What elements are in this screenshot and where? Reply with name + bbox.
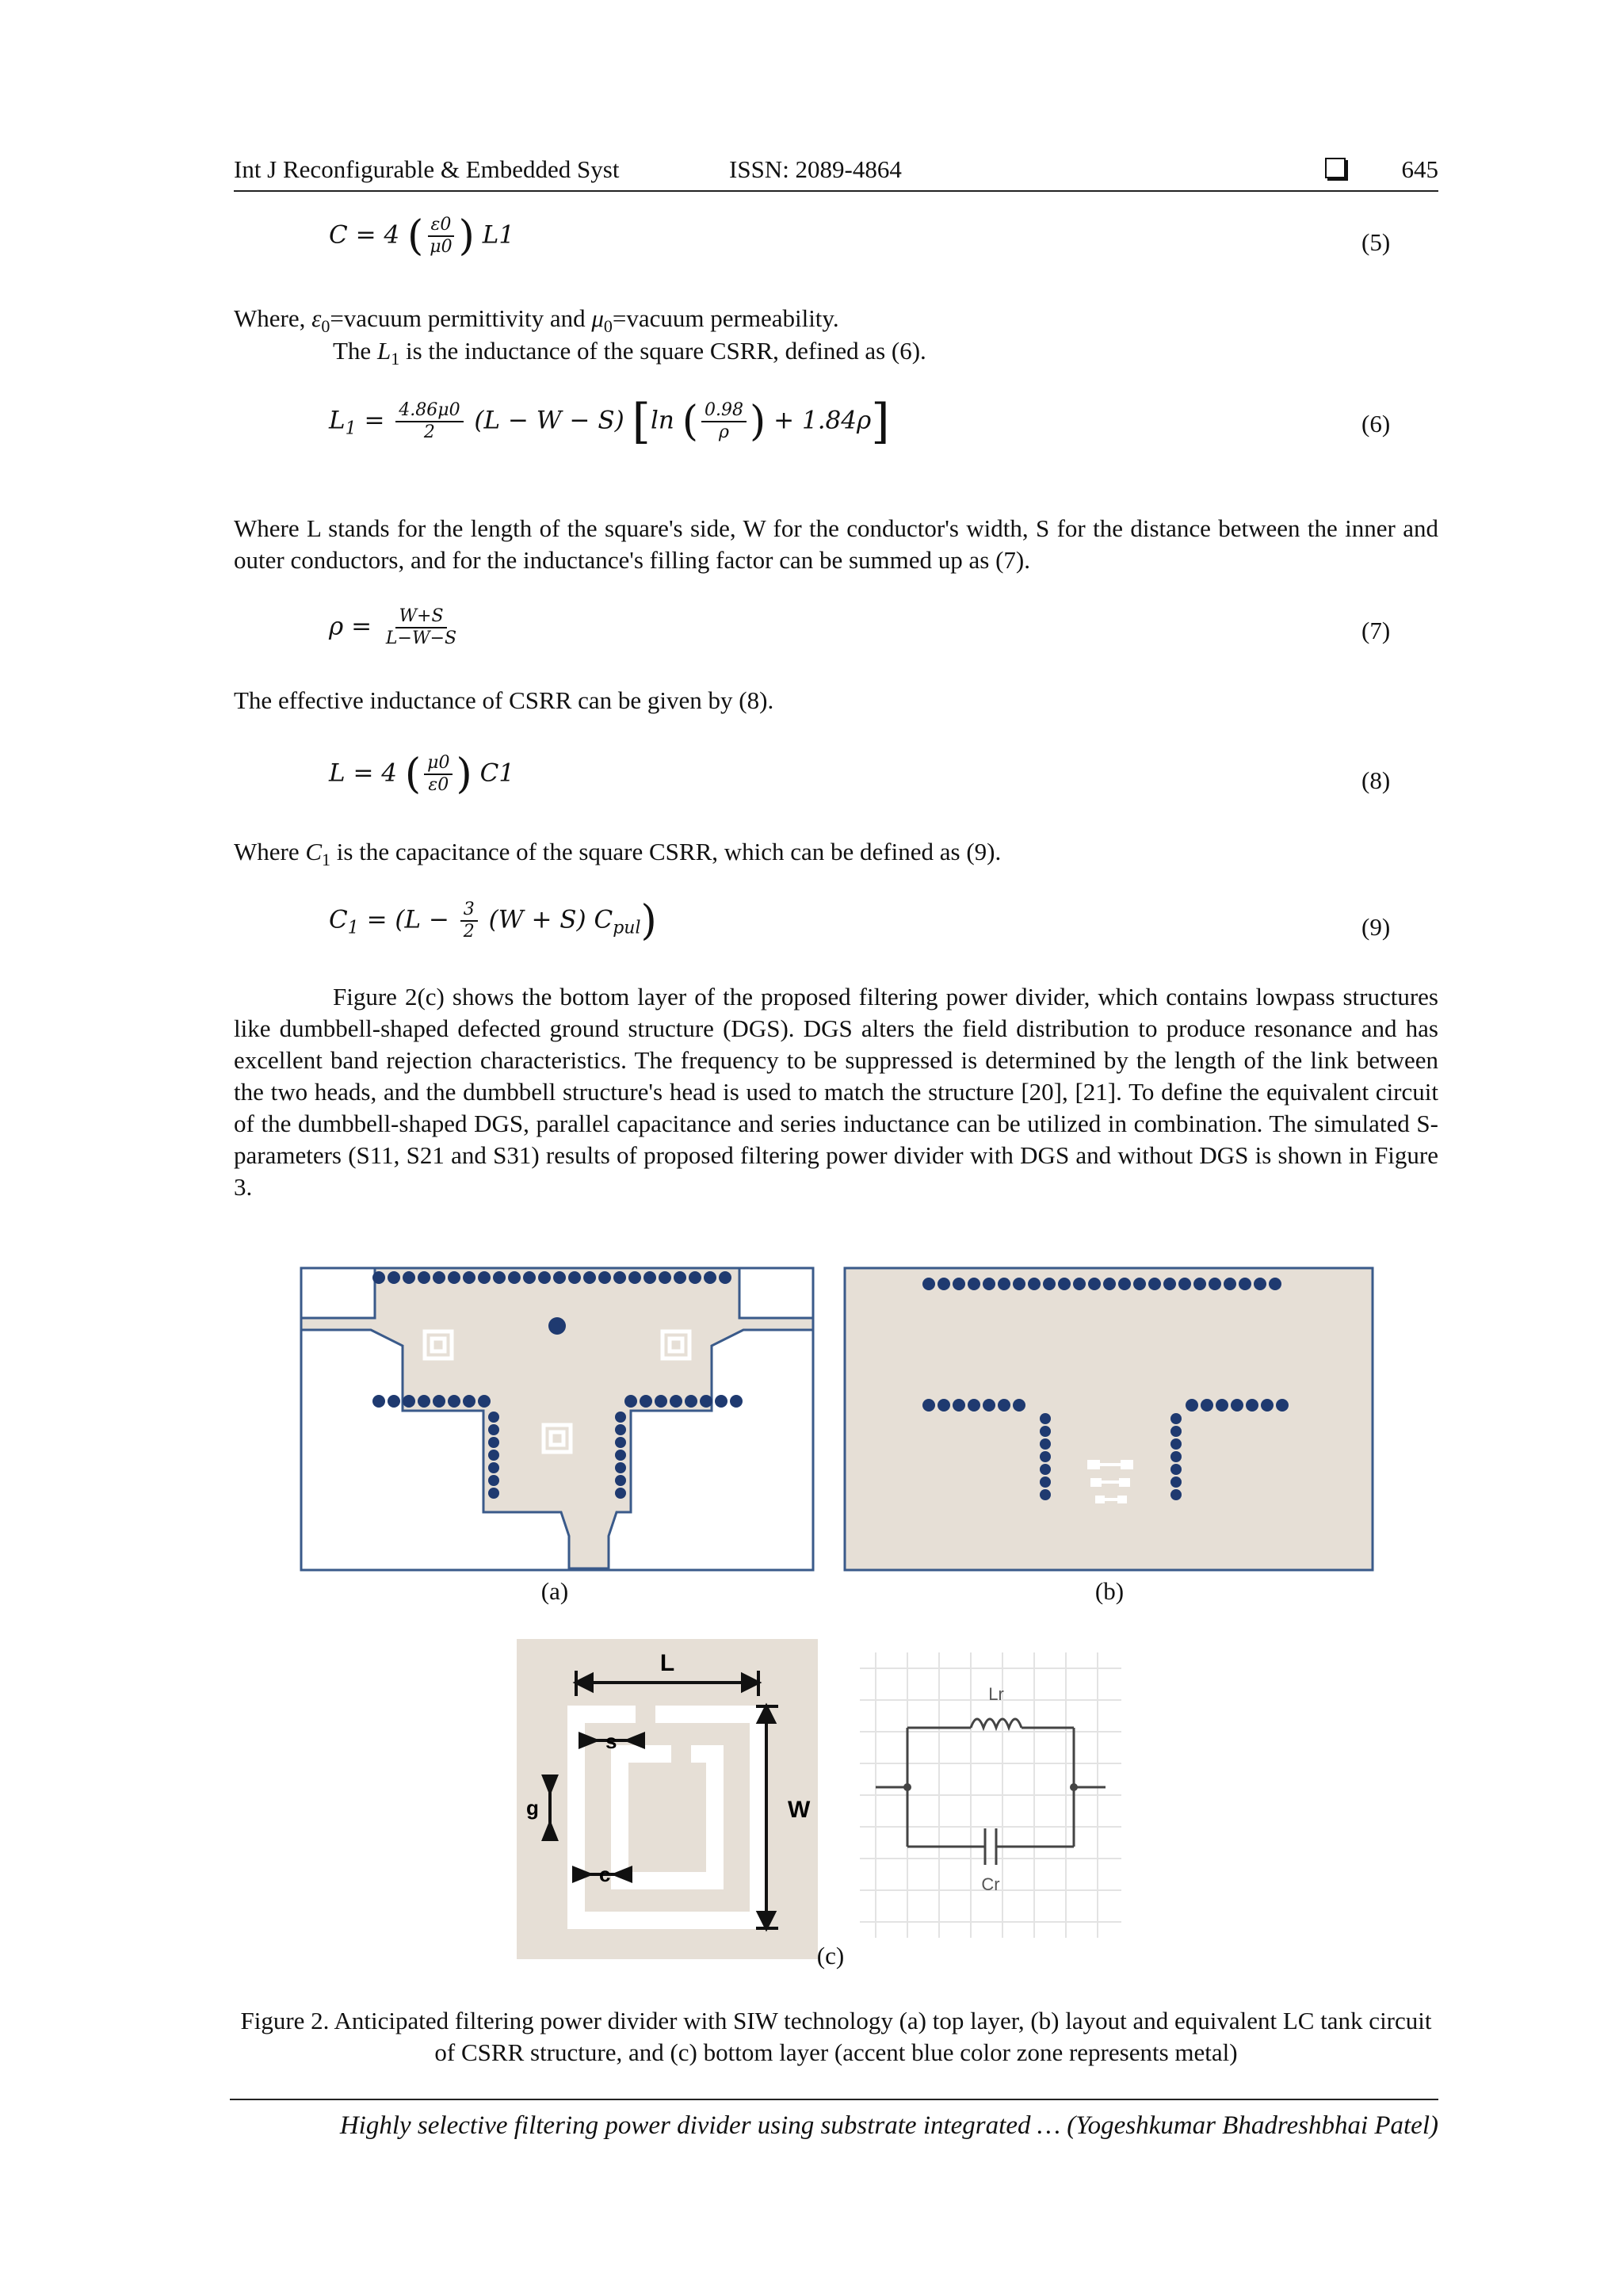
where-l-paragraph: Where L stands for the length of the square's side, W for the conductor's width, S for the distance between the inner and outer conductors, and for the inductance's filling factor can be summed up as (7). — [234, 514, 1438, 574]
equation-6: $L_1$ = $\frac{4.86\mu 0}{2}$ (L − W − S) [ln ( $\frac{0.98}{\rho}$ ) + 1.84ρ] — [329, 394, 890, 449]
equation-5: C = 4 ( $\frac{\varepsilon 0}{\mu 0}$ ) L1 — [329, 212, 515, 260]
equation-7: ρ = $\frac{W+S}{L-W-S}$ — [329, 606, 457, 648]
equation-9: $C_1 = (L$ − $\frac{3}{2}$ (W + S) $C_{pul}$) — [329, 897, 657, 945]
inductor-label: Lr — [988, 1684, 1004, 1704]
c1-definition: Where $C_1$ is the capacitance of the square CSRR, which can be defined as (9). — [234, 838, 1002, 870]
running-footer: Highly selective filtering power divider using substrate integrated … (Yogeshkumar Bhadreshbhai Patel) — [230, 2099, 1438, 2141]
label-c: (c) — [816, 1942, 845, 1969]
label-b: (b) — [1094, 1577, 1125, 1605]
square-icon — [1325, 158, 1346, 178]
equation-number-9: (9) — [1361, 913, 1391, 941]
dim-label-g: g — [526, 1796, 539, 1820]
l1-definition: The $L_1$ is the inductance of the square CSRR, defined as (6). — [333, 337, 926, 369]
node-right — [1070, 1783, 1078, 1791]
equation-number-6: (6) — [1361, 410, 1391, 437]
dim-label-s: s — [605, 1729, 617, 1753]
figure-2a-top-layer — [300, 1266, 815, 1572]
dgs-paragraph: Figure 2(c) shows the bottom layer of the proposed filtering power divider, which contains lowpass structures like dumbbell-shaped defected ground structure (DGS). DGS alters the field distribution to produce resonance and has excellent band rejection characteristics. The frequency to be suppressed is determined by the length of the link between the two heads, and the dumbbell structure's head is used to match the structure [20], [21]. To define the equivalent circuit of the dumbbell-shaped DGS, parallel capacitance and series inductance can be utilized in combination. The simulated S-parameters (S11, S21 and S31) results of proposed filtering power divider with DGS and without DGS is shown in Figure 3. — [234, 983, 1438, 1201]
equation-number-7: (7) — [1361, 617, 1391, 644]
page-number: 645 — [1401, 155, 1438, 183]
equation-number-5: (5) — [1361, 228, 1391, 256]
figure-caption: Figure 2. Anticipated filtering power divider with SIW technology (a) top layer, (b) layout and equivalent LC tank circuit of CSRR structure, and (c) bottom layer (accent blue color zone represents metal) — [240, 2007, 1432, 2066]
node-left — [903, 1783, 911, 1791]
circuit-wires — [876, 1719, 1106, 1865]
equation-number-8: (8) — [1361, 766, 1391, 794]
capacitor-label: Cr — [981, 1874, 1000, 1894]
where-vacuum: Where, $\varepsilon_0=vacuum$ permittivity and $\mu_0=vacuum$ permeability. — [234, 304, 839, 337]
figure-2c-lc-circuit — [860, 1652, 1121, 1938]
equation-8: L = 4 ( $\frac{\mu 0}{\varepsilon 0}$ ) C1 — [329, 751, 515, 798]
effective-inductance-text: The effective inductance of CSRR can be given by (8). — [234, 686, 774, 714]
dim-label-W: W — [788, 1797, 811, 1823]
dim-label-L: L — [659, 1650, 675, 1676]
figure-2c-csrr-layout — [517, 1639, 818, 1959]
label-a: (a) — [540, 1577, 569, 1605]
dim-label-c: c — [599, 1862, 611, 1886]
journal-name: Int J Reconfigurable & Embedded Syst — [234, 155, 620, 183]
center-via — [548, 1317, 566, 1335]
figure-2b-ground-layer — [843, 1266, 1374, 1572]
running-header — [234, 155, 1438, 192]
issn: ISSN: 2089-4864 — [729, 155, 902, 183]
